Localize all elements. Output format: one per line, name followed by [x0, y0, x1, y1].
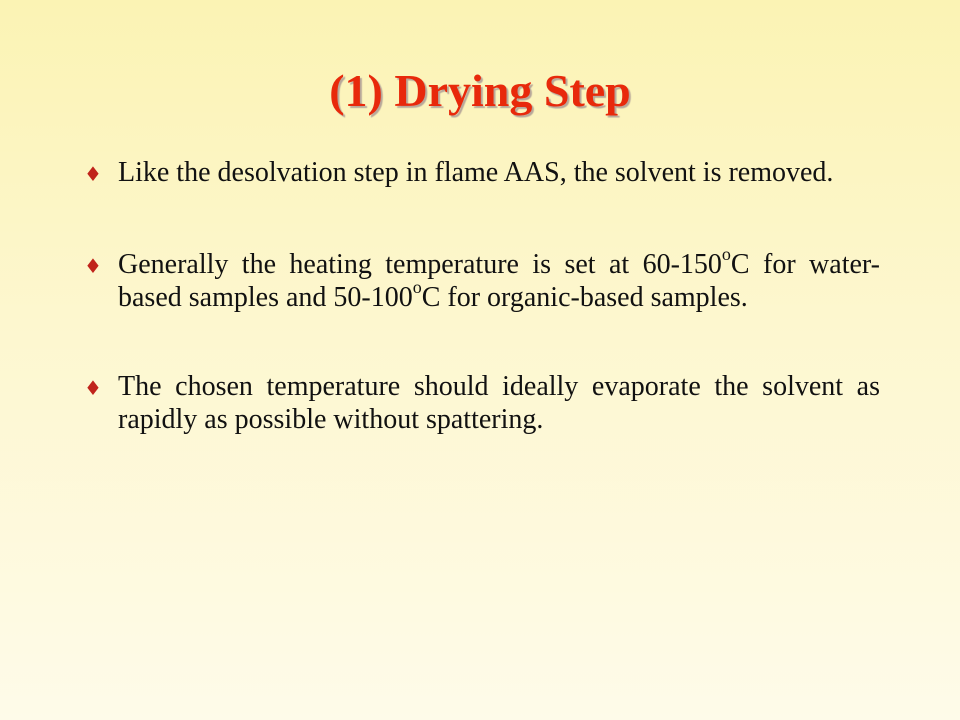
degree-superscript: o [721, 243, 731, 264]
bullet-list [84, 156, 880, 492]
text-segment: Generally the heating temperature is set at 60-150 [118, 249, 722, 280]
bullet-text: Like the desolvation step in flame AAS, the solvent is removed. [118, 157, 834, 188]
slide-title: (1) Drying Step [329, 65, 631, 116]
bullet-text: The chosen temperature should ideally evaporate the solvent as rapidly as possible without spattering. [118, 371, 880, 435]
text-segment: C for organic-based samples. [421, 282, 748, 313]
diamond-bullet-icon: ♦ [84, 162, 102, 186]
diamond-bullet-icon: ♦ [84, 254, 102, 278]
text-segment: C for water-based samples and 50-100 [118, 249, 880, 313]
bullet-item [84, 156, 880, 192]
bullet-text [118, 243, 880, 314]
diamond-bullet-icon: ♦ [84, 376, 102, 400]
bullet-item [84, 370, 880, 436]
bullet-item [84, 243, 880, 314]
degree-superscript: o [412, 276, 422, 297]
